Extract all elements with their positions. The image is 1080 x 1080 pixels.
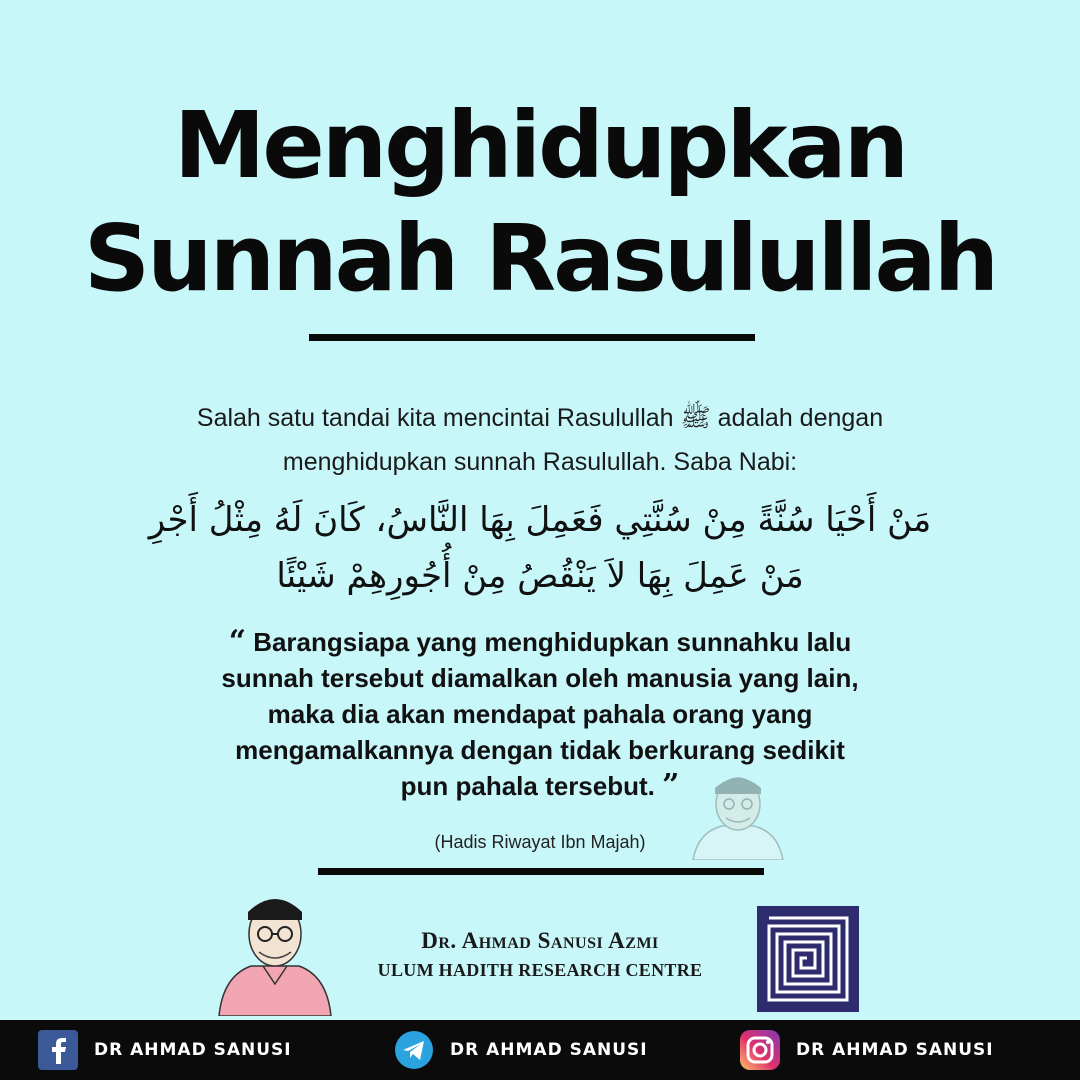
telegram-label: DR AHMAD SANUSI xyxy=(450,1040,648,1060)
instagram-label: DR AHMAD SANUSI xyxy=(796,1040,994,1060)
hadith-source: (Hadis Riwayat Ibn Majah) xyxy=(434,832,646,852)
facebook-link[interactable] xyxy=(38,1020,292,1080)
author-portrait-illustration xyxy=(215,880,335,1016)
quote-line-1: Barangsiapa yang menghidupkan sunnahku lalu xyxy=(253,627,852,657)
page-title-line-1: Menghidupkan xyxy=(173,92,907,199)
facebook-label: DR AHMAD SANUSI xyxy=(94,1040,292,1060)
facebook-icon xyxy=(38,1030,78,1070)
telegram-link[interactable] xyxy=(394,1020,648,1080)
quote-line-5: pun pahala tersebut. xyxy=(400,771,655,801)
arabic-hadith-text xyxy=(100,492,980,604)
social-footer xyxy=(0,1020,1080,1080)
author-organization: ULUM HADITH RESEARCH CENTRE xyxy=(377,960,703,980)
arabic-line-1: مَنْ أَحْيَا سُنَّةً مِنْ سُنَّتِي فَعَمِلَ بِهَا النَّاسُ، كَانَ لَهُ مِثْلُ أَجْرِ xyxy=(148,500,932,540)
author-name: Dr. Ahmad Sanusi Azmi xyxy=(421,928,659,953)
page-title-line-2: Sunnah Rasulullah xyxy=(83,205,997,312)
hadith-translation-quote xyxy=(150,624,930,804)
instagram-icon xyxy=(740,1030,780,1070)
open-quote-mark: “ xyxy=(228,624,246,659)
research-centre-logo xyxy=(757,906,859,1012)
quote-line-2: sunnah tersebut diamalkan oleh manusia yang lain, xyxy=(221,663,859,693)
title-divider xyxy=(309,334,755,341)
quote-line-4: mengamalkannya dengan tidak berkurang sedikit xyxy=(235,735,845,765)
telegram-icon xyxy=(394,1030,434,1070)
intro-line-1: Salah satu tandai kita mencintai Rasulullah ﷺ adalah dengan xyxy=(196,404,884,432)
footer-divider xyxy=(318,868,764,875)
close-quote-mark: ” xyxy=(662,768,680,803)
arabic-line-2: مَنْ عَمِلَ بِهَا لاَ يَنْقُصُ مِنْ أُجُورِهِمْ شَيْئًا xyxy=(276,556,804,596)
instagram-link[interactable] xyxy=(740,1020,994,1080)
intro-line-2: menghidupkan sunnah Rasulullah. Saba Nabi: xyxy=(282,448,798,476)
quote-line-3: maka dia akan mendapat pahala orang yang xyxy=(267,699,813,729)
intro-text xyxy=(120,396,960,484)
